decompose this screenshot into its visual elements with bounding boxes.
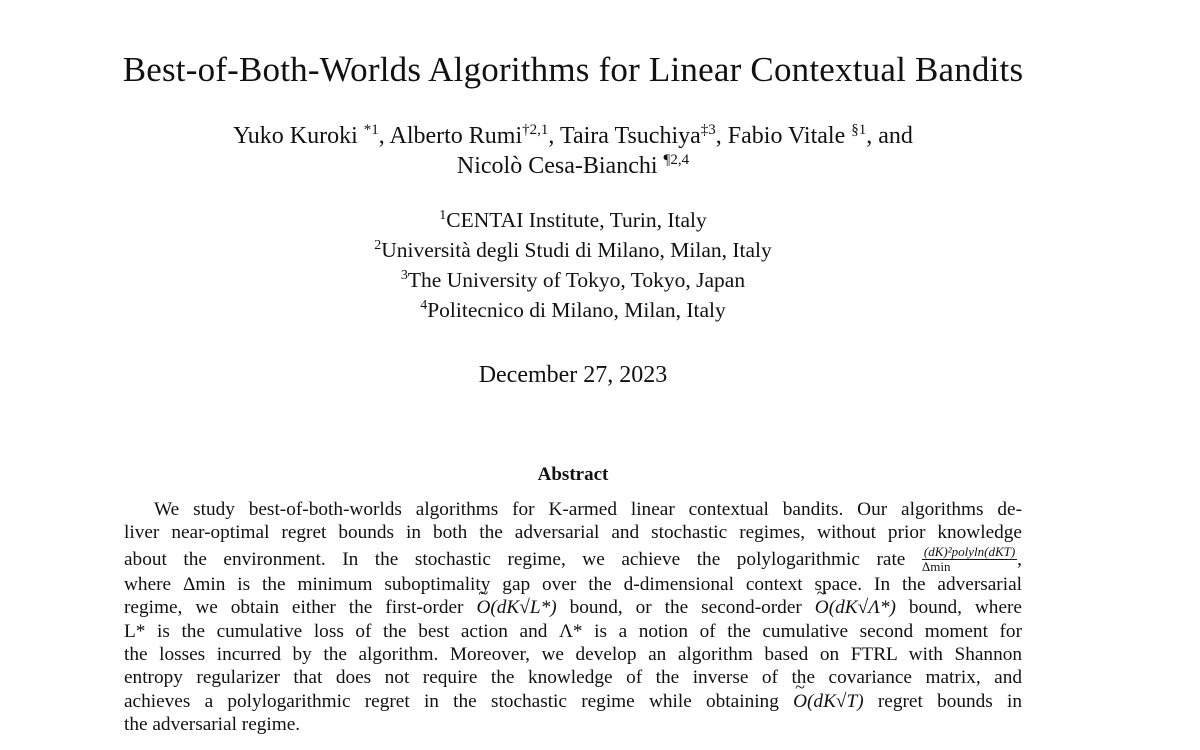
affiliation-item [0,205,1146,235]
abstract-text: , [1017,548,1022,570]
abstract-line: the losses incurred by the algorithm. Moreover, we develop an algorithm based on FTRL with Shannon [124,644,1022,666]
affiliation-number: 1 [439,208,447,223]
abstract-text: bound, or the second-order [569,597,802,619]
author-name: Fabio Vitale [727,123,846,149]
affiliation-text: Università degli Studi di Milano, Milan, Italy [381,238,772,262]
abstract-line: L* is the cumulative loss of the best action and Λ* is a notion of the cumulative second moment for [124,620,1022,642]
abstract-text: about the environment. In the stochastic regime, we achieve the polylogarithmic rate [124,548,906,570]
affiliation-list [0,205,1146,325]
author-name: Nicolò Cesa-Bianchi [456,153,658,179]
author-marks: †2,1 [522,122,549,138]
paper-title: Best-of-Both-Worlds Algorithms for Linear Contextual Bandits [122,50,1024,89]
second-order-bound: ~ O(dK√Λ*) [815,596,896,619]
abstract-text: regret bounds in [877,690,1022,712]
affiliation-number: 3 [400,268,408,283]
abstract-line [124,690,1022,713]
abstract-heading: Abstract [537,464,609,485]
author-name: Yuko Kuroki [233,123,358,149]
author-marks: ¶2,4 [663,152,690,168]
fraction-numerator: (dK)²polyln(dKT) [923,543,1016,559]
author-line-2 [0,151,1146,181]
paper-date: December 27, 2023 [478,362,668,388]
abstract-text: achieves a polylogarithmic regret in the stochastic regime while obtaining [124,690,779,712]
affiliation-item [0,265,1146,295]
abstract-text: regime, we obtain either the first-order [124,597,464,619]
author-name: Alberto Rumi [389,123,523,149]
affiliation-text: The University of Tokyo, Tokyo, Japan [407,268,746,292]
abstract-line: entropy regularizer that does not require the knowledge of the inverse of the covariance matrix, and [124,667,1022,689]
abstract-text: bound, where [908,597,1022,619]
abstract-line [124,545,1022,573]
abstract-line [124,596,1022,619]
abstract-body [124,498,1022,737]
abstract-line: where Δmin is the minimum suboptimality gap over the d-dimensional context space. In the adversarial [124,573,1022,595]
affiliation-number: 4 [420,298,428,313]
affiliation-number: 2 [374,238,382,253]
affiliation-text: Politecnico di Milano, Milan, Italy [427,298,726,322]
author-marks: *1 [363,122,379,138]
author-separator: , and [866,123,913,149]
affiliation-item [0,235,1146,265]
fraction-denominator: Δmin [921,558,951,574]
author-list [0,121,1146,181]
abstract-line: the adversarial regime. [124,714,301,736]
abstract-line: We study best-of-both-worlds algorithms for K-armed linear contextual bandits. Our algorithms de- [154,499,1022,520]
polylog-rate-fraction [922,545,1017,573]
author-separator: , [378,123,390,149]
author-marks: ‡3 [700,122,716,138]
adversarial-regret-bound: ~ O(dK√T) [793,690,864,713]
author-separator: , [548,123,560,149]
first-order-bound: ~ O(dK√L*) [476,596,556,619]
author-separator: , [715,123,728,149]
affiliation-text: CENTAI Institute, Turin, Italy [446,208,707,232]
abstract-line: liver near-optimal regret bounds in both the adversarial and stochastic regimes, without prior knowledge [124,522,1022,544]
author-marks: §1 [851,122,867,138]
author-line-1 [0,121,1146,151]
affiliation-item [0,295,1146,325]
author-name: Taira Tsuchiya [559,123,701,149]
